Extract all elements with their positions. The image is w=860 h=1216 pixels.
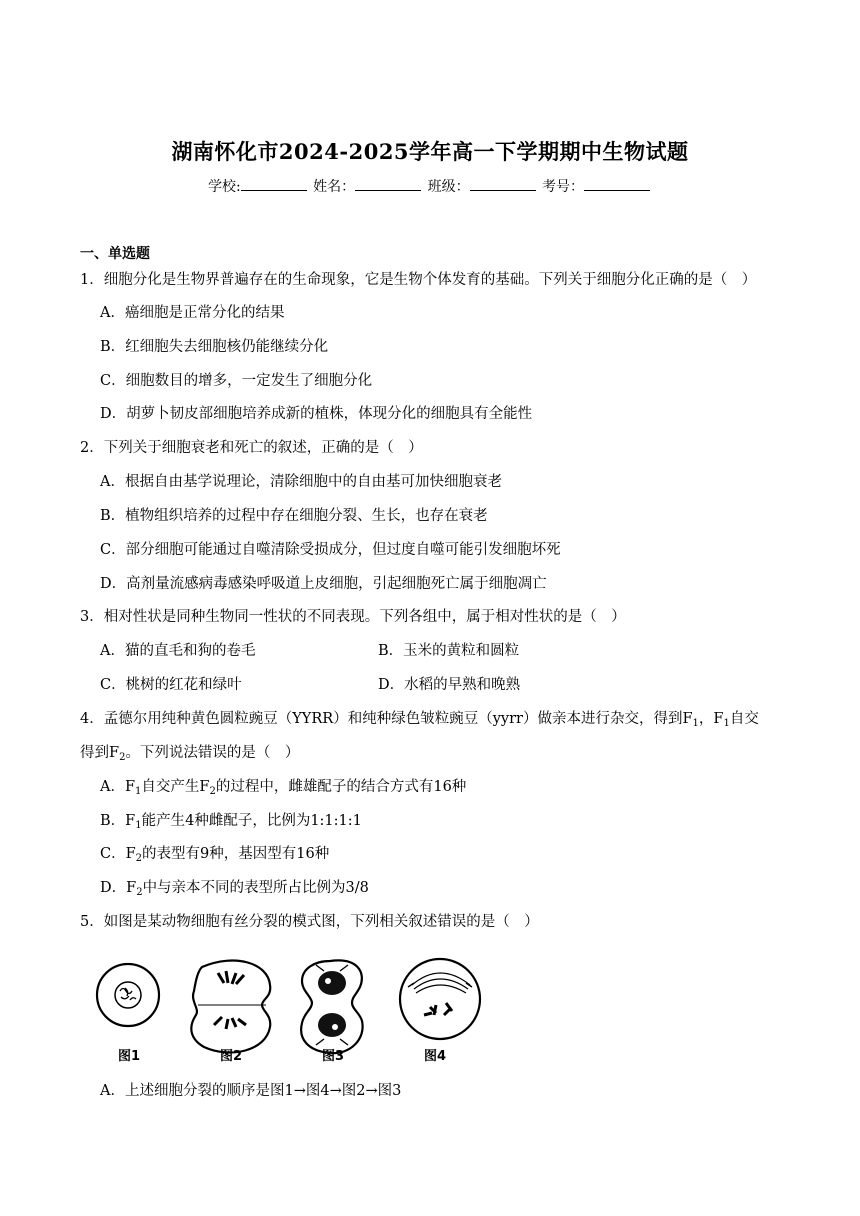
figure-2-cell xyxy=(191,961,270,1053)
question-3-option-d[interactable]: D．水稻的早熟和晚熟 xyxy=(378,677,521,693)
mitosis-figure xyxy=(90,955,490,1065)
question-4-option-a[interactable] xyxy=(100,777,466,797)
q4-text: 。下列说法错误的是（ ） xyxy=(125,745,300,761)
exam-no-label: 考号： xyxy=(542,179,585,195)
q4a-text: 自交产生F xyxy=(141,779,210,795)
question-2-option-c[interactable]: C．部分细胞可能通过自噬清除受损成分，但过度自噬可能引发细胞坏死 xyxy=(100,542,561,558)
q4a-text: A．F xyxy=(100,779,136,795)
q4b-text: B．F xyxy=(100,813,136,829)
question-3-stem: 3．相对性状是同种生物同一性状的不同表现。下列各组中，属于相对性状的是（ ） xyxy=(80,609,626,625)
question-2-option-d[interactable]: D．高剂量流感病毒感染呼吸道上皮细胞，引起细胞死亡属于细胞凋亡 xyxy=(100,576,547,592)
q4c-text: 的表型有9种，基因型有16种 xyxy=(142,846,330,862)
figure-1-cell xyxy=(97,964,159,1026)
figure-1-label: 图1 xyxy=(118,1049,141,1064)
class-blank[interactable] xyxy=(470,178,536,191)
question-4-option-c[interactable] xyxy=(100,844,329,864)
q4b-subscript: 1 xyxy=(135,820,142,831)
q4-text: 4．孟德尔用纯种黄色圆粒豌豆（YYRR）和纯种绿色皱粒豌豆（yyrr）做亲本进行杂交，得到F xyxy=(80,711,693,727)
question-5-stem: 5．如图是某动物细胞有丝分裂的模式图，下列相关叙述错误的是（ ） xyxy=(80,914,539,930)
q4-subscript: 1 xyxy=(723,718,730,729)
question-1-stem: 1．细胞分化是生物界普遍存在的生命现象，它是生物个体发育的基础。下列关于细胞分化正确的是（ ） xyxy=(80,272,757,288)
question-5-option-a[interactable]: A．上述细胞分裂的顺序是图1→图4→图2→图3 xyxy=(100,1083,402,1099)
question-3-option-a[interactable]: A．猫的直毛和狗的卷毛 xyxy=(100,643,256,659)
question-4-option-d[interactable] xyxy=(100,878,369,898)
figure-3-label: 图3 xyxy=(322,1049,345,1064)
question-4-stem-line-2 xyxy=(80,743,800,763)
q4-subscript: 2 xyxy=(119,752,126,763)
student-info-line xyxy=(0,176,860,196)
question-4-option-b[interactable] xyxy=(100,811,362,831)
question-2-option-b[interactable]: B．植物组织培养的过程中存在细胞分裂、生长，也存在衰老 xyxy=(100,508,488,524)
name-label: 姓名： xyxy=(313,179,356,195)
school-blank[interactable] xyxy=(241,178,307,191)
q4-text: 自交 xyxy=(729,711,759,727)
q4b-text: 能产生4种雌配子，比例为1:1:1:1 xyxy=(141,813,362,829)
question-3-option-b[interactable]: B．玉米的黄粒和圆粒 xyxy=(378,643,520,659)
class-label: 班级： xyxy=(427,179,470,195)
figure-4-label: 图4 xyxy=(424,1049,447,1064)
q4c-text: C．F xyxy=(100,846,136,862)
name-blank[interactable] xyxy=(355,178,421,191)
exam-title: 湖南怀化市2024-2025学年高一下学期期中生物试题 xyxy=(171,139,689,164)
exam-no-blank[interactable] xyxy=(584,178,650,191)
q4d-text: D．F xyxy=(100,880,137,896)
question-1-option-d[interactable]: D．胡萝卜韧皮部细胞培养成新的植株，体现分化的细胞具有全能性 xyxy=(100,406,533,422)
q4d-subscript: 2 xyxy=(136,887,143,898)
question-2-stem: 2．下列关于细胞衰老和死亡的叙述，正确的是（ ） xyxy=(80,440,423,456)
q4-text: ，F xyxy=(698,711,724,727)
q4a-text: 的过程中，雌雄配子的结合方式有16种 xyxy=(215,779,467,795)
q4-text: 得到F xyxy=(80,745,120,761)
q4d-text: 中与亲本不同的表型所占比例为3/8 xyxy=(142,880,369,896)
question-2-option-a[interactable]: A．根据自由基学说理论，清除细胞中的自由基可加快细胞衰老 xyxy=(100,474,502,490)
question-1-option-a[interactable]: A．癌细胞是正常分化的结果 xyxy=(100,305,285,321)
q4-subscript: 1 xyxy=(692,718,699,729)
question-1-option-c[interactable]: C．细胞数目的增多，一定发生了细胞分化 xyxy=(100,373,373,389)
q4a-subscript: 2 xyxy=(209,786,216,797)
figure-3-cell xyxy=(301,960,362,1053)
school-label: 学校: xyxy=(207,179,241,195)
question-1-option-b[interactable]: B．红细胞失去细胞核仍能继续分化 xyxy=(100,339,329,355)
figure-2-label: 图2 xyxy=(220,1049,243,1064)
section-title: 一、单选题 xyxy=(80,246,150,262)
q4a-subscript: 1 xyxy=(135,786,142,797)
question-3-option-c[interactable]: C．桃树的红花和绿叶 xyxy=(100,677,242,693)
figure-4-cell xyxy=(400,959,480,1039)
question-4-stem-line-1 xyxy=(80,709,800,729)
q4c-subscript: 2 xyxy=(135,853,143,864)
